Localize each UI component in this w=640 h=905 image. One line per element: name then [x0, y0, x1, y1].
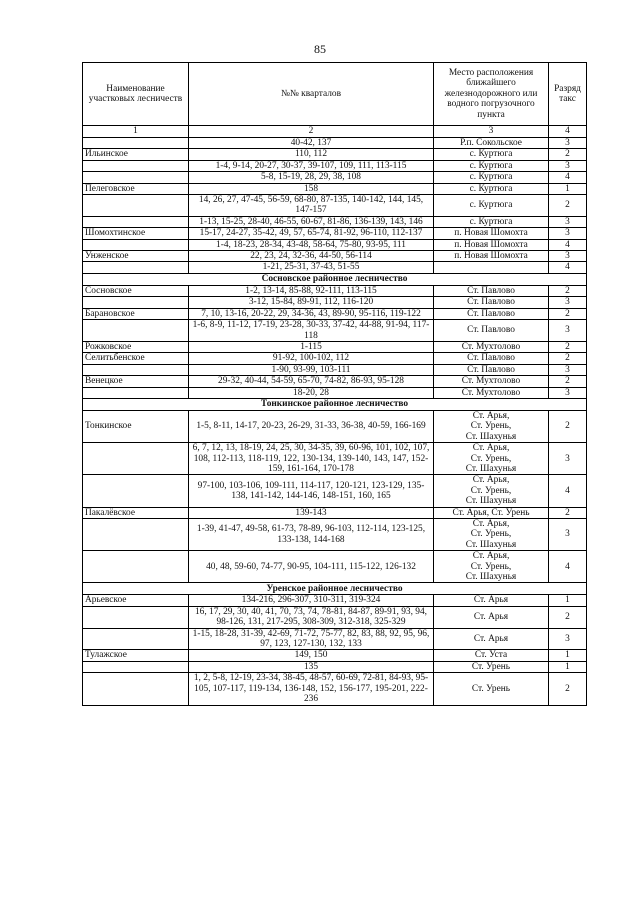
district-name	[83, 628, 189, 650]
tax-rank: 3	[549, 297, 587, 308]
table-row	[83, 320, 587, 342]
district-name: Пелеговское	[83, 183, 189, 194]
loading-point: Ст. Павлово	[434, 297, 549, 308]
quarter-numbers: 1-4, 18-23, 28-34, 43-48, 58-64, 75-80, 93-95, 111	[189, 239, 434, 250]
quarter-numbers: 1, 2, 5-8, 12-19, 23-34, 38-45, 48-57, 60-69, 72-81, 84-93, 95-105, 107-117, 119-134, 136-148, 152, 156-177, 195-201, 222-236	[189, 673, 434, 705]
table-row	[83, 551, 587, 583]
table-row	[83, 149, 587, 160]
loading-point-line: Ст. Урень,	[470, 453, 512, 464]
loading-point: Ст. Урень	[434, 661, 549, 672]
loading-point: с. Куртюга	[434, 183, 549, 194]
section-title: Сосновское районное лесничество	[83, 273, 587, 285]
table-row	[83, 376, 587, 387]
loading-point	[434, 410, 549, 442]
loading-point	[434, 551, 549, 583]
quarter-numbers: 14, 26, 27, 47-45, 56-59, 68-80, 87-135, 140-142, 144, 145, 147-157	[189, 195, 434, 217]
quarter-numbers: 110, 112	[189, 149, 434, 160]
table-row	[83, 262, 587, 273]
tax-rank: 3	[549, 251, 587, 262]
tax-rank: 2	[549, 341, 587, 352]
loading-point: п. Новая Шомохта	[434, 251, 549, 262]
loading-point-line: Ст. Арья,	[472, 519, 510, 529]
section-header-row	[83, 583, 587, 595]
loading-point: Ст. Арья	[434, 595, 549, 606]
tax-rank: 3	[549, 320, 587, 342]
loading-point-line: Ст. Арья,	[472, 443, 510, 454]
loading-point: с. Куртюга	[434, 149, 549, 160]
section-header-row	[83, 398, 587, 410]
table-row	[83, 160, 587, 171]
district-name	[83, 138, 189, 149]
table-row	[83, 239, 587, 250]
district-name: Тонкинское	[83, 410, 189, 442]
section-title: Уренское районное лесничество	[83, 583, 587, 595]
loading-point-line: Ст. Шахунья	[465, 496, 517, 507]
loading-point: Ст. Мухтолово	[434, 387, 549, 398]
table-row	[83, 519, 587, 551]
forestry-tax-table	[82, 62, 587, 706]
tax-rank: 3	[549, 387, 587, 398]
loading-point: Ст. Урень	[434, 673, 549, 705]
district-name	[83, 551, 189, 583]
tax-rank: 1	[549, 650, 587, 661]
district-name	[83, 262, 189, 273]
quarter-numbers: 18-20, 28	[189, 387, 434, 398]
table-body	[83, 138, 587, 706]
district-name	[83, 195, 189, 217]
tax-rank: 2	[549, 507, 587, 518]
district-name: Селитьбенское	[83, 353, 189, 364]
loading-point-line: Ст. Арья,	[472, 410, 510, 421]
quarter-numbers: 1-13, 15-25, 28-40, 46-55, 60-67, 81-86, 136-139, 143, 146	[189, 216, 434, 227]
tax-rank: 3	[549, 228, 587, 239]
tax-rank: 2	[549, 673, 587, 705]
loading-point	[434, 443, 549, 475]
table-row	[83, 353, 587, 364]
tax-rank: 4	[549, 239, 587, 250]
quarter-numbers: 29-32, 40-44, 54-59, 65-70, 74-82, 86-93, 95-128	[189, 376, 434, 387]
district-name	[83, 239, 189, 250]
table-row	[83, 341, 587, 352]
district-name	[83, 519, 189, 551]
tax-rank: 2	[549, 376, 587, 387]
section-title: Тонкинское районное лесничество	[83, 398, 587, 410]
table-row	[83, 595, 587, 606]
quarter-numbers: 1-115	[189, 341, 434, 352]
table-row	[83, 183, 587, 194]
quarter-numbers: 1-21, 25-31, 37-43, 51-55	[189, 262, 434, 273]
district-name: Арьевское	[83, 595, 189, 606]
column-index-row	[83, 126, 587, 138]
loading-point-line: Ст. Шахунья	[465, 572, 517, 583]
loading-point: Ст. Арья, Ст. Урень	[434, 507, 549, 518]
tax-rank: 4	[549, 551, 587, 583]
loading-point: с. Куртюга	[434, 160, 549, 171]
table-row	[83, 195, 587, 217]
table-row	[83, 172, 587, 183]
tax-rank: 2	[549, 285, 587, 296]
quarter-numbers: 1-2, 13-14, 85-88, 92-111, 113-115	[189, 285, 434, 296]
district-name: Сосновское	[83, 285, 189, 296]
column-index: 2	[189, 126, 434, 138]
header-quarters: №№ кварталов	[189, 63, 434, 126]
tax-rank: 3	[549, 519, 587, 551]
district-name	[83, 364, 189, 375]
district-name: Ильинское	[83, 149, 189, 160]
loading-point: Ст. Павлово	[434, 364, 549, 375]
tax-rank: 4	[549, 262, 587, 273]
table-row	[83, 364, 587, 375]
table-row	[83, 387, 587, 398]
quarter-numbers: 139-143	[189, 507, 434, 518]
loading-point-line: Ст. Урень,	[470, 561, 512, 572]
district-name	[83, 387, 189, 398]
header-loading-point: Место расположения ближайшего железнодорожного или водного погрузочного пункта	[434, 63, 549, 126]
table-row	[83, 285, 587, 296]
tax-rank: 2	[549, 353, 587, 364]
loading-point: Ст. Мухтолово	[434, 341, 549, 352]
quarter-numbers: 1-39, 41-47, 49-58, 61-73, 78-89, 96-103, 112-114, 123-125, 133-138, 144-168	[189, 519, 434, 551]
loading-point	[434, 262, 549, 273]
tax-rank: 4	[549, 172, 587, 183]
table-row	[83, 228, 587, 239]
table-row	[83, 251, 587, 262]
table-row	[83, 138, 587, 149]
loading-point: Ст. Павлово	[434, 353, 549, 364]
district-name: Пакалёвское	[83, 507, 189, 518]
page-number: 85	[314, 42, 326, 56]
table-row	[83, 661, 587, 672]
district-name	[83, 172, 189, 183]
tax-rank: 2	[549, 410, 587, 442]
loading-point: п. Новая Шомохта	[434, 239, 549, 250]
tax-rank: 2	[549, 195, 587, 217]
tax-rank: 2	[549, 149, 587, 160]
district-name: Барановское	[83, 308, 189, 319]
tax-rank: 1	[549, 661, 587, 672]
loading-point: с. Куртюга	[434, 172, 549, 183]
table-row	[83, 297, 587, 308]
quarter-numbers: 1-90, 93-99, 103-111	[189, 364, 434, 375]
loading-point: Ст. Арья	[434, 628, 549, 650]
quarter-numbers: 135	[189, 661, 434, 672]
quarter-numbers: 1-4, 9-14, 20-27, 30-37, 39-107, 109, 111, 113-115	[189, 160, 434, 171]
table-row	[83, 475, 587, 507]
table-row	[83, 507, 587, 518]
section-header-row	[83, 273, 587, 285]
quarter-numbers: 158	[189, 183, 434, 194]
district-name	[83, 606, 189, 628]
district-name: Унженское	[83, 251, 189, 262]
tax-rank: 3	[549, 364, 587, 375]
quarter-numbers: 40, 48, 59-60, 74-77, 90-95, 104-111, 115-122, 126-132	[189, 551, 434, 583]
tax-rank: 3	[549, 628, 587, 650]
quarter-numbers: 149, 150	[189, 650, 434, 661]
tax-rank: 3	[549, 443, 587, 475]
loading-point-line: Ст. Шахунья	[465, 539, 517, 550]
quarter-numbers: 22, 23, 24, 32-36, 44-50, 56-114	[189, 251, 434, 262]
district-name	[83, 673, 189, 705]
loading-point: Ст. Павлово	[434, 320, 549, 342]
table-row	[83, 410, 587, 442]
table-row	[83, 650, 587, 661]
quarter-numbers: 7, 10, 13-16, 20-22, 29, 34-36, 43, 89-90, 95-116, 119-122	[189, 308, 434, 319]
loading-point-line: Ст. Арья,	[472, 475, 510, 486]
tax-rank: 4	[549, 475, 587, 507]
tax-rank: 2	[549, 308, 587, 319]
quarter-numbers: 91-92, 100-102, 112	[189, 353, 434, 364]
header-row	[83, 63, 587, 126]
quarter-numbers: 97-100, 103-106, 109-111, 114-117, 120-121, 123-129, 135-138, 141-142, 144-146, 148-151, 160, 165	[189, 475, 434, 507]
column-index: 3	[434, 126, 549, 138]
quarter-numbers: 1-15, 18-28, 31-39, 42-69, 71-72, 75-77, 82, 83, 88, 92, 95, 96, 97, 123, 127-130, 132, 133	[189, 628, 434, 650]
tax-rank: 1	[549, 183, 587, 194]
tax-rank: 3	[549, 160, 587, 171]
quarter-numbers: 3-12, 15-84, 89-91, 112, 116-120	[189, 297, 434, 308]
tax-rank: 3	[549, 138, 587, 149]
quarter-numbers: 1-6, 8-9, 11-12, 17-19, 23-28, 30-33, 37-42, 44-88, 91-94, 117-118	[189, 320, 434, 342]
loading-point: Ст. Павлово	[434, 285, 549, 296]
table-row	[83, 628, 587, 650]
header-district: Наименование участковых лесничеств	[83, 63, 189, 126]
loading-point: п. Новая Шомохта	[434, 228, 549, 239]
quarter-numbers: 6, 7, 12, 13, 18-19, 24, 25, 30, 34-35, 39, 60-96, 101, 102, 107, 108, 112-113, 118-119, 122, 130-134, 139-140, 143, 147, 152-159, 161-164, 170-178	[189, 443, 434, 475]
district-name	[83, 475, 189, 507]
quarter-numbers: 134-216, 296-307, 310-311, 319-324	[189, 595, 434, 606]
table-row	[83, 443, 587, 475]
table-row	[83, 216, 587, 227]
loading-point: Ст. Уста	[434, 650, 549, 661]
loading-point-line: Ст. Урень,	[470, 421, 512, 432]
loading-point: с. Куртюга	[434, 216, 549, 227]
loading-point: Ст. Павлово	[434, 308, 549, 319]
loading-point-line: Ст. Шахунья	[465, 463, 517, 474]
district-name	[83, 160, 189, 171]
loading-point: Р.п. Сокольское	[434, 138, 549, 149]
loading-point-line: Ст. Шахунья	[465, 431, 517, 442]
tax-rank: 2	[549, 606, 587, 628]
column-index: 4	[549, 126, 587, 138]
header-tax-rank: Разряд такс	[549, 63, 587, 126]
tax-rank: 3	[549, 216, 587, 227]
loading-point: Ст. Арья	[434, 606, 549, 628]
district-name: Шомохтинское	[83, 228, 189, 239]
district-name	[83, 443, 189, 475]
table-row	[83, 673, 587, 705]
district-name: Рожковское	[83, 341, 189, 352]
quarter-numbers: 16, 17, 29, 30, 40, 41, 70, 73, 74, 78-81, 84-87, 89-91, 93, 94, 98-126, 131, 217-295, 308-309, 312-318, 325-329	[189, 606, 434, 628]
table-row	[83, 308, 587, 319]
loading-point	[434, 519, 549, 551]
table-row	[83, 606, 587, 628]
district-name: Венецкое	[83, 376, 189, 387]
quarter-numbers: 15-17, 24-27, 35-42, 49, 57, 65-74, 81-92, 96-110, 112-137	[189, 228, 434, 239]
loading-point	[434, 475, 549, 507]
quarter-numbers: 1-5, 8-11, 14-17, 20-23, 26-29, 31-33, 36-38, 40-59, 166-169	[189, 410, 434, 442]
district-name	[83, 320, 189, 342]
district-name	[83, 661, 189, 672]
district-name: Тулажское	[83, 650, 189, 661]
quarter-numbers: 40-42, 137	[189, 138, 434, 149]
column-index: 1	[83, 126, 189, 138]
district-name	[83, 216, 189, 227]
loading-point-line: Ст. Урень,	[470, 485, 512, 496]
quarter-numbers: 5-8, 15-19, 28, 29, 38, 108	[189, 172, 434, 183]
loading-point: с. Куртюга	[434, 195, 549, 217]
loading-point-line: Ст. Урень,	[470, 529, 512, 540]
loading-point-line: Ст. Арья,	[472, 551, 510, 562]
tax-rank: 1	[549, 595, 587, 606]
loading-point: Ст. Мухтолово	[434, 376, 549, 387]
district-name	[83, 297, 189, 308]
